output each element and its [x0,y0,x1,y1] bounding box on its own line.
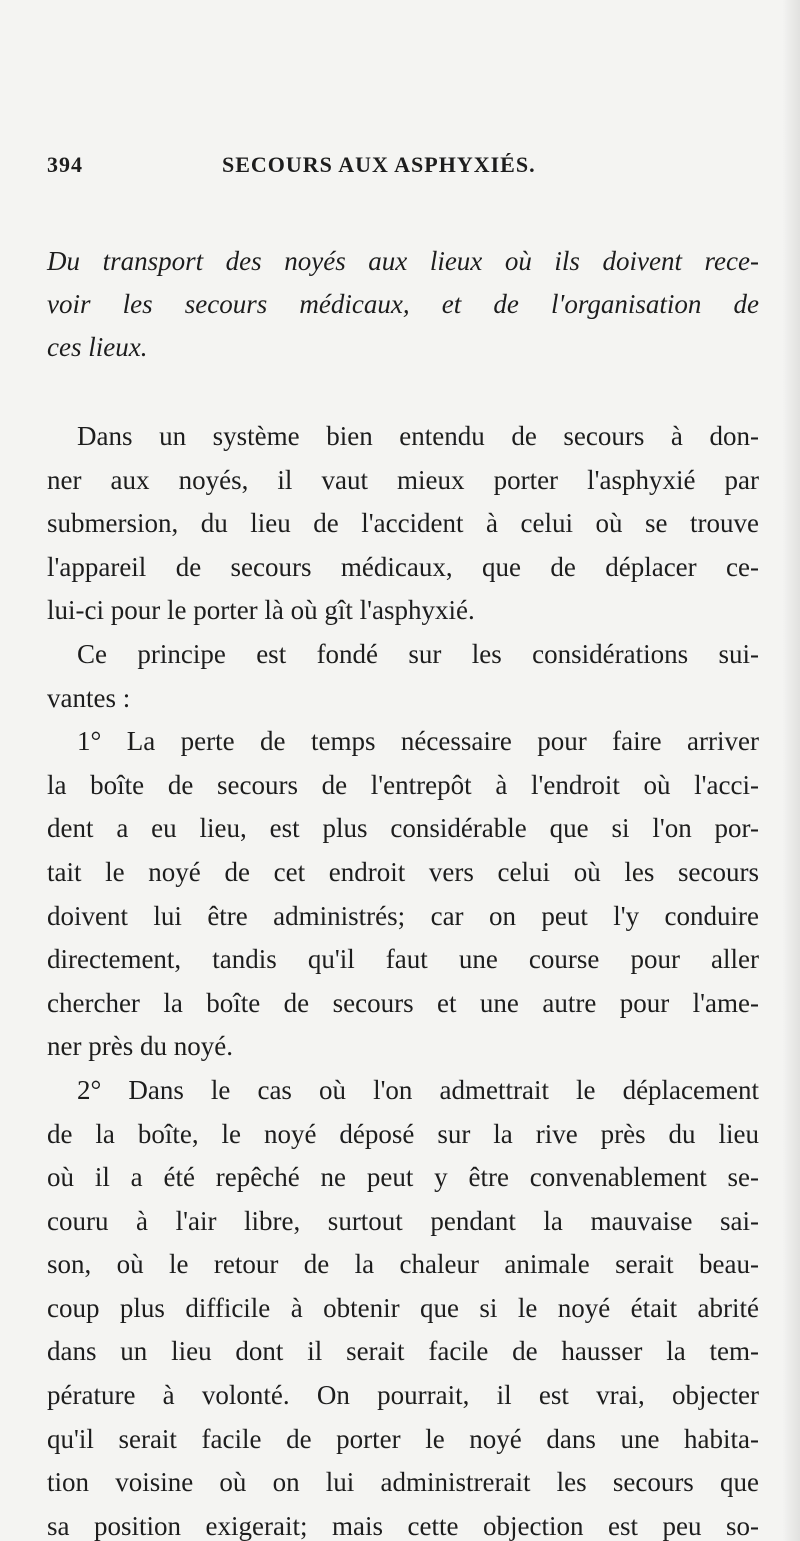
text-line: pérature à volonté. On pourrait, il est vrai, objecter [47,1380,759,1411]
text-line: 1° La perte de temps nécessaire pour faire arriver [77,726,759,757]
text-line: de la boîte, le noyé déposé sur la rive près du lieu [47,1118,759,1149]
section-title-line: Du transport des noyés aux lieux où ils doivent rece- [47,246,759,276]
text-line: 2° Dans le cas où l'on admettrait le déplacement [77,1074,759,1105]
text-line: tait le noyé de cet endroit vers celui où les secours [47,856,759,887]
body-text [47,415,759,1541]
paragraph-1 [47,415,759,633]
page-header [47,152,759,192]
text-line: chercher la boîte de secours et une autre pour l'ame- [47,987,759,1018]
text-line: dent a eu lieu, est plus considérable que si l'on por- [47,813,759,844]
section-title-line: ces lieux. [47,332,148,362]
text-line: submersion, du lieu de l'accident à celui où se trouve [47,508,759,539]
paragraph-4 [47,1069,759,1541]
paragraph-3 [47,720,759,1069]
text-line: où il a été repêché ne peut y être convenablement se- [47,1162,759,1193]
text-line: la boîte de secours de l'entrepôt à l'endroit où l'acci- [47,769,759,800]
text-line: coup plus difficile à obtenir que si le noyé était abrité [47,1292,759,1323]
page-edge-shadow [782,0,800,1541]
text-line: l'appareil de secours médicaux, que de déplacer ce- [47,551,759,582]
text-line: lui-ci pour le porter là où gît l'asphyxié. [47,595,475,626]
text-line: Ce principe est fondé sur les considérations sui- [77,638,759,669]
text-line: tion voisine où on lui administrerait les secours que [47,1467,759,1498]
page-number: 394 [47,152,83,177]
text-line: directement, tandis qu'il faut une course pour aller [47,944,759,975]
section-title [47,240,759,369]
text-line: sa position exigerait; mais cette objection est peu so- [47,1510,759,1541]
text-line: qu'il serait facile de porter le noyé dans une habita- [47,1423,759,1454]
section-title-line: voir les secours médicaux, et de l'organisation de [47,289,759,319]
text-line: ner près du noyé. [47,1031,233,1062]
text-line: dans un lieu dont il serait facile de hausser la tem- [47,1336,759,1367]
text-line: vantes : [47,682,131,713]
running-head: SECOURS AUX ASPHYXIÉS. [222,152,536,177]
text-line: couru à l'air libre, surtout pendant la mauvaise sai- [47,1205,759,1236]
text-line: ner aux noyés, il vaut mieux porter l'asphyxié par [47,464,759,495]
text-line: doivent lui être administrés; car on peut l'y conduire [47,900,759,931]
paragraph-2 [47,633,759,720]
text-line: son, où le retour de la chaleur animale serait beau- [47,1249,759,1280]
text-line: Dans un système bien entendu de secours à don- [77,421,759,451]
